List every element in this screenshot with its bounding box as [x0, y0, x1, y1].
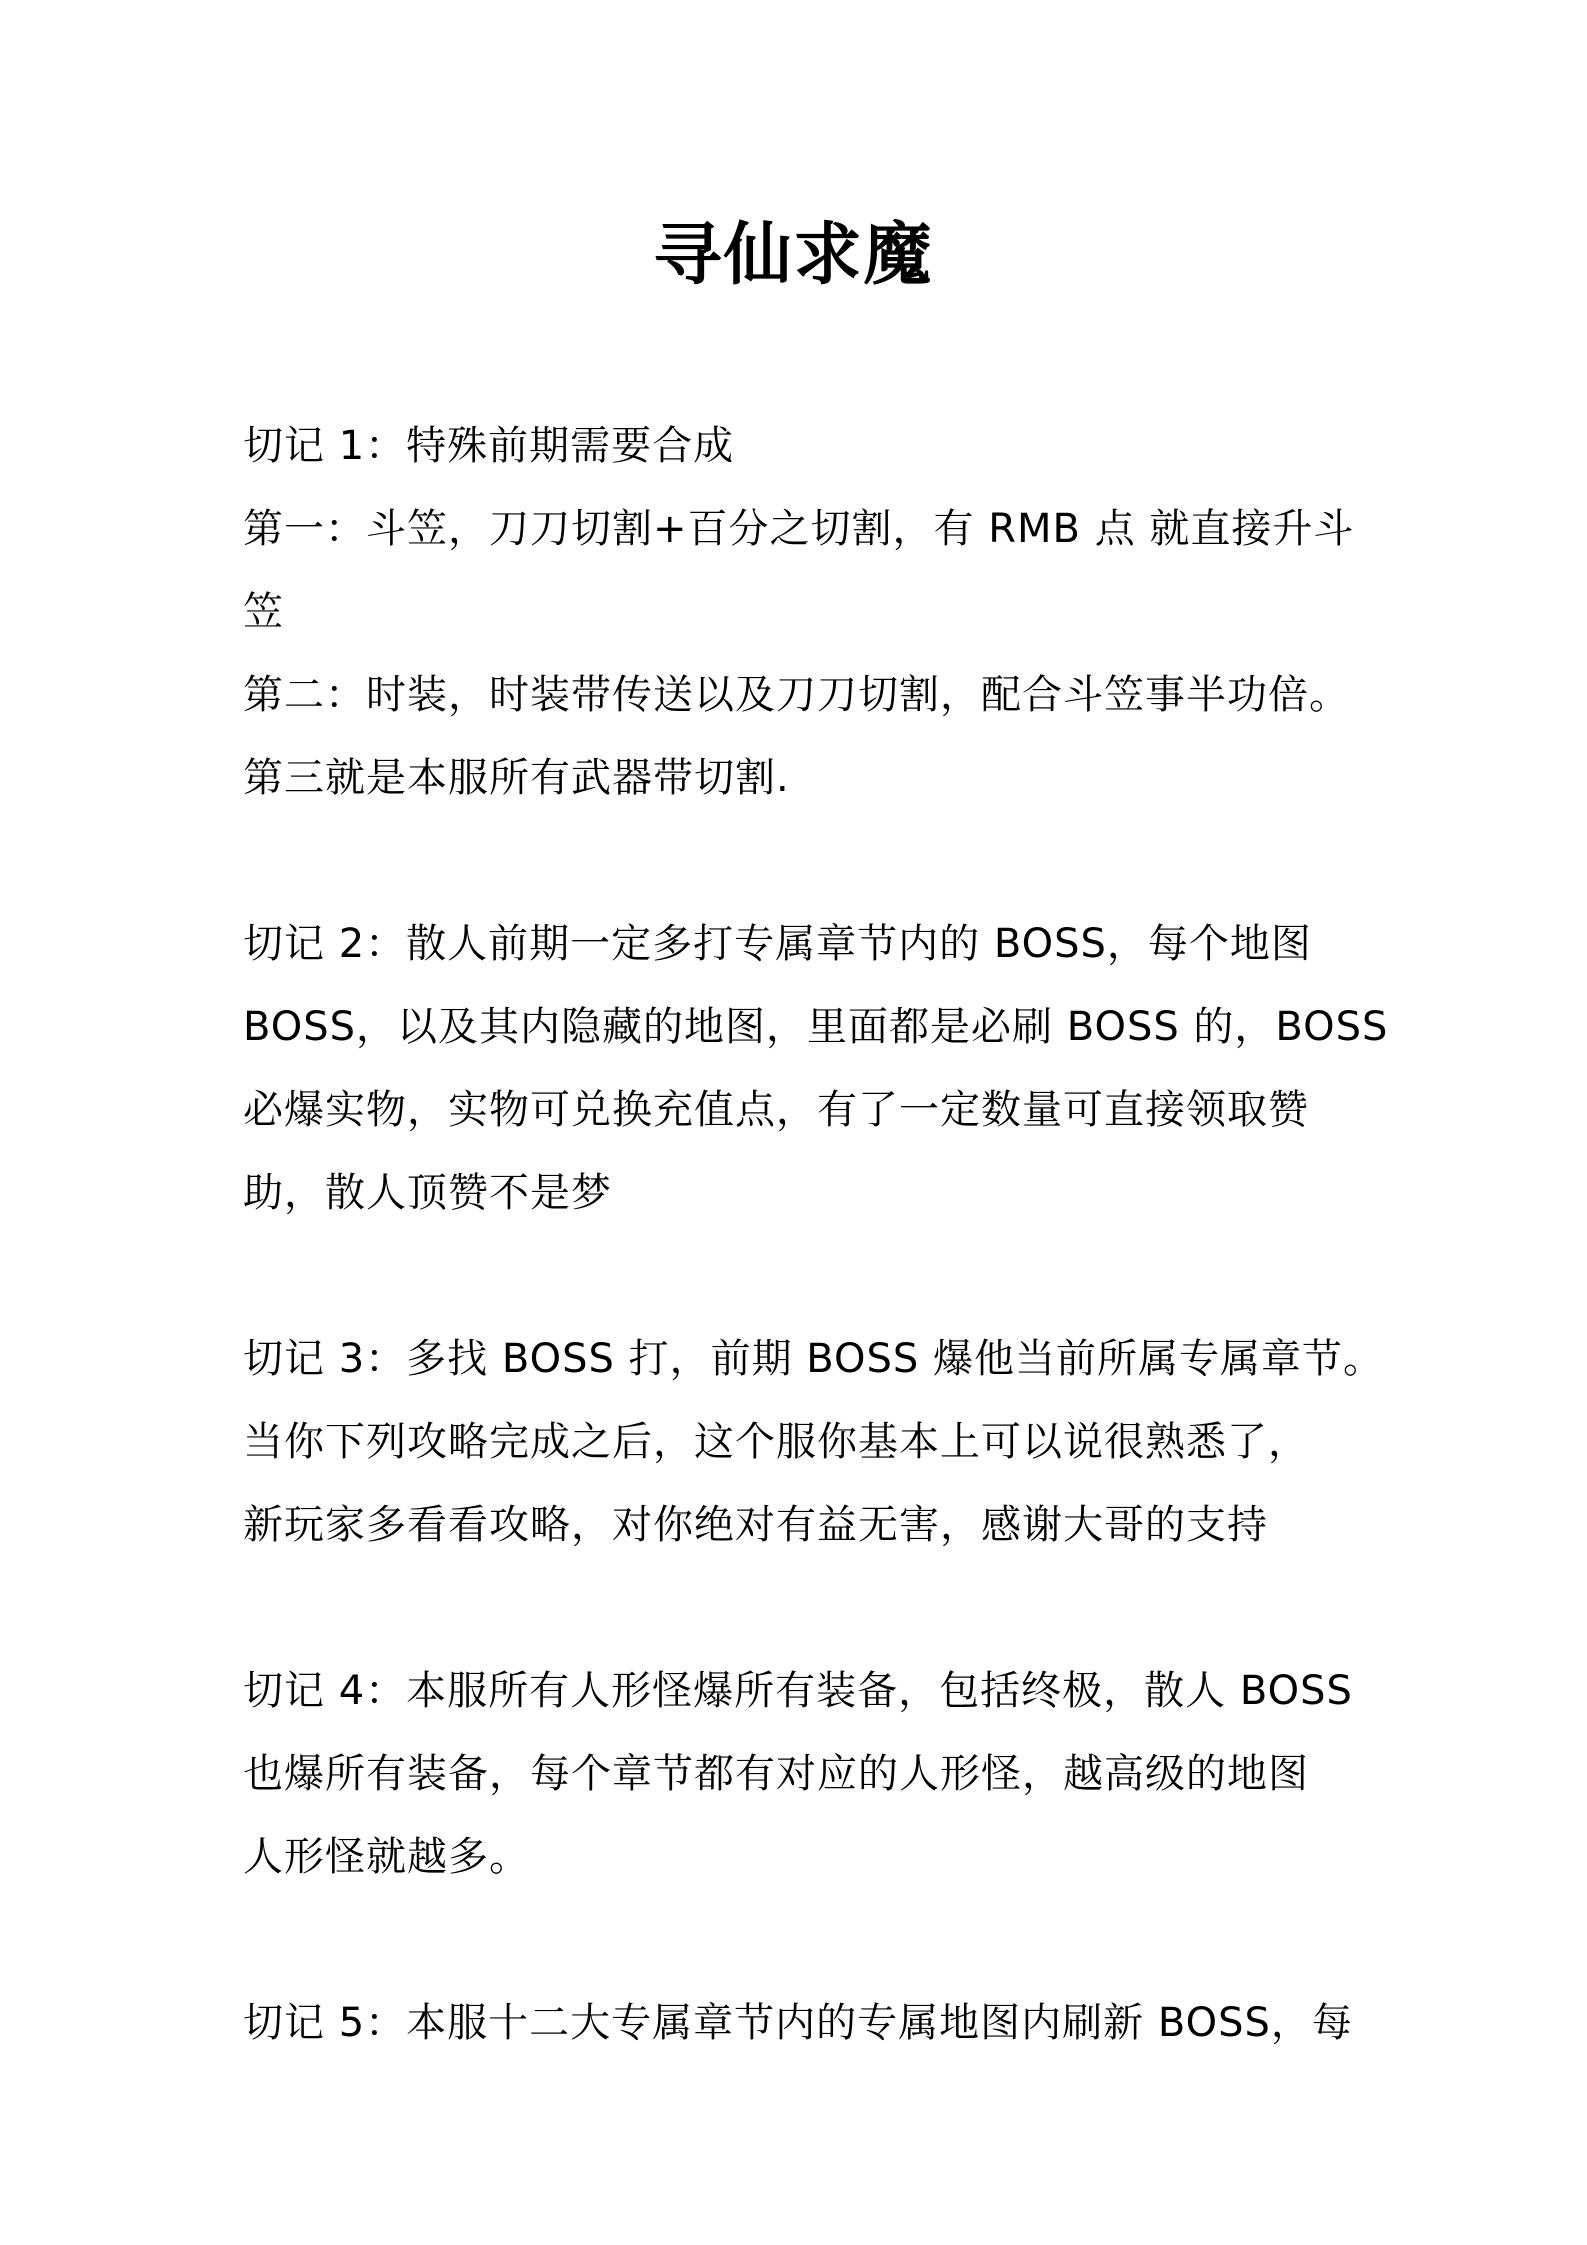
- text-line: 助，散人顶赞不是梦: [243, 1170, 612, 1216]
- paragraph-1: [243, 405, 1355, 820]
- document-body: [243, 405, 1389, 2148]
- text-line: BOSS，以及其内隐藏的地图，里面都是必刷 BOSS 的，BOSS: [243, 1004, 1389, 1050]
- text-line: 切记 2：散人前期一定多打专属章节内的 BOSS，每个地图: [243, 921, 1312, 967]
- text-line: 第三就是本服所有武器带切割.: [243, 755, 790, 801]
- paragraph-5: [243, 1982, 1355, 2065]
- text-line: 人形怪就越多。: [243, 1834, 530, 1880]
- text-line: 也爆所有装备，每个章节都有对应的人形怪，越高级的地图: [243, 1751, 1309, 1797]
- text-line: 笠: [243, 589, 284, 635]
- text-line: 切记 1：特殊前期需要合成: [243, 423, 735, 469]
- page-title: 寻仙求魔: [653, 215, 934, 295]
- text-line: 必爆实物，实物可兑换充值点，有了一定数量可直接领取赞: [243, 1087, 1309, 1133]
- paragraph-4: [243, 1650, 1355, 1899]
- text-line: 切记 4：本服所有人形怪爆所有装备，包括终极，散人 BOSS: [243, 1668, 1353, 1714]
- text-line: 切记 3：多找 BOSS 打，前期 BOSS 爆他当前所属专属章节。: [243, 1336, 1385, 1382]
- paragraph-3: [243, 1318, 1385, 1567]
- text-line: 新玩家多看看攻略，对你绝对有益无害，感谢大哥的支持: [243, 1502, 1268, 1548]
- text-line: 当你下列攻略完成之后，这个服你基本上可以说很熟悉了，: [243, 1419, 1309, 1465]
- text-line: 第二：时装，时装带传送以及刀刀切割，配合斗笠事半功倍。: [243, 672, 1350, 718]
- paragraph-2: [243, 903, 1389, 1235]
- text-line: 第一：斗笠，刀刀切割+百分之切割，有 RMB 点 就直接升斗: [243, 506, 1355, 552]
- text-line: 切记 5：本服十二大专属章节内的专属地图内刷新 BOSS，每: [243, 2000, 1353, 2046]
